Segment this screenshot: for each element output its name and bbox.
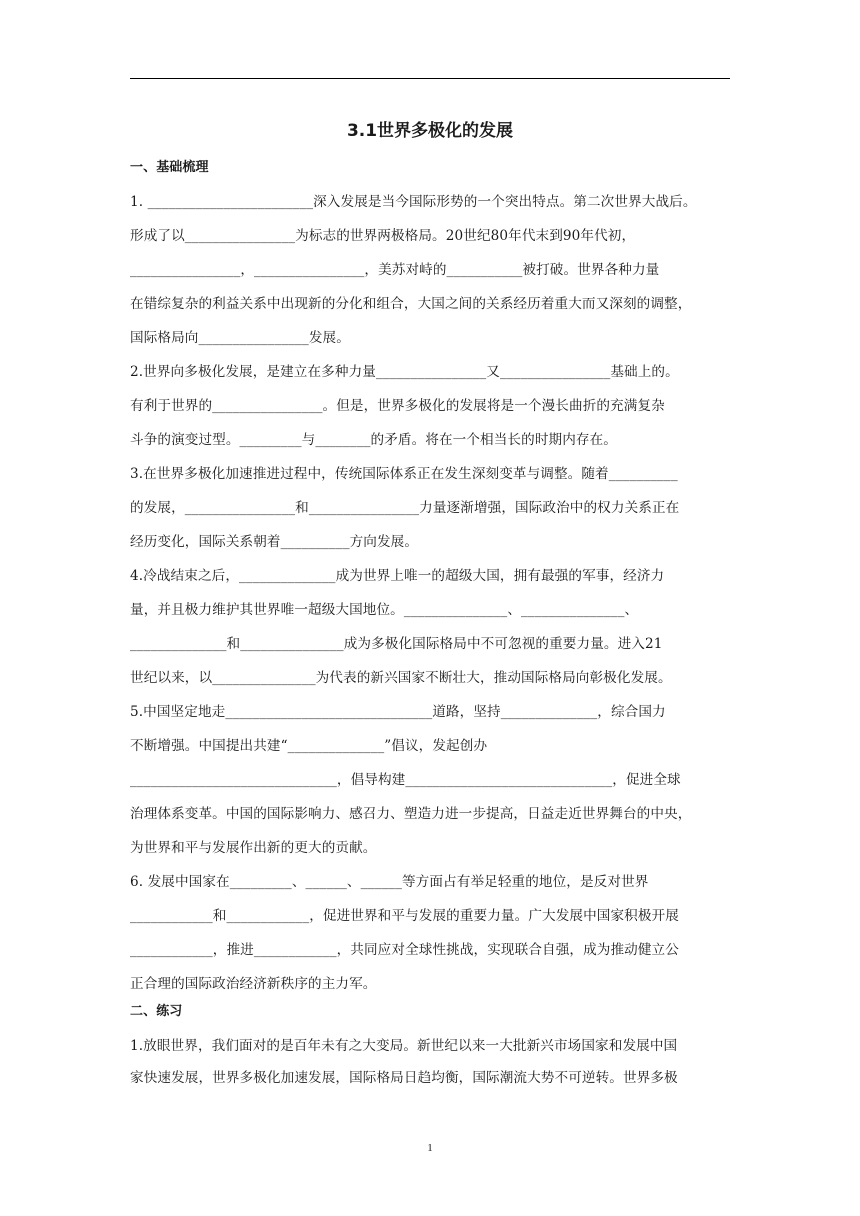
paragraph-line: 5.中国坚定地走______________________________道路，坚持______________，综合国力	[130, 704, 666, 720]
paragraph-line: 国际格局向________________发展。	[130, 330, 350, 346]
paragraph-line: 6. 发展中国家在_________、______、______等方面占有举足轻重的地位，是反对世界	[130, 874, 649, 890]
section-heading-practice: 二、练习	[130, 1004, 183, 1019]
section-heading-basics: 一、基础梳理	[130, 160, 209, 175]
paragraph-line: ____________，推进____________，共同应对全球性挑战，实现联合自强，成为推动健立公	[130, 942, 679, 958]
paragraph-line: 在错综复杂的利益关系中出现新的分化和组合，大国之间的关系经历着重大而又深刻的调整，	[130, 296, 692, 312]
paragraph-line: 1. ________________________深入发展是当今国际形势的一个突出特点。第二次世界大战后。	[130, 194, 697, 210]
paragraph-line: 世纪以来，以_______________为代表的新兴国家不断壮大，推动国际格局向彰极化发展。	[130, 670, 672, 686]
header-rule	[130, 78, 730, 79]
paragraph-line: 经历变化，国际关系朝着__________方向发展。	[130, 534, 419, 550]
paragraph-line: 形成了以________________为标志的世界两极格局。20世纪80年代末到90年代初，	[130, 228, 636, 244]
paragraph-line: ______________________________，倡导构建______________________________，促进全球	[130, 772, 681, 788]
paragraph-line: 2.世界向多极化发展，是建立在多种力量________________又________________基础上的。	[130, 364, 679, 380]
paragraph-line: ____________和____________，促进世界和平与发展的重要力量。广大发展中国家积极开展	[130, 908, 679, 924]
paragraph-line: ________________，________________，美苏对峙的___________被打破。世界各种力量	[130, 262, 660, 278]
paragraph-line: ______________和_______________成为多极化国际格局中不可忽视的重要力量。进入21	[130, 636, 663, 652]
paragraph-line: 为世界和平与发展作出新的更大的贡献。	[130, 840, 377, 856]
paragraph-line: 3.在世界多极化加速推进过程中，传统国际体系正在发生深刻变革与调整。随着__________	[130, 466, 678, 482]
exercise-line: 1.放眼世界，我们面对的是百年未有之大变局。新世纪以来一大批新兴市场国家和发展中国	[130, 1038, 678, 1054]
paragraph-line: 斗争的演变过型。_________与________的矛盾。将在一个相当长的时期内存在。	[130, 432, 617, 448]
paragraph-line: 正合理的国际政治经济新秩序的主力军。	[130, 976, 377, 992]
paragraph-line: 治理体系变革。中国的国际影响力、感召力、塑造力进一步提高，日益走近世界舞台的中央，	[130, 806, 692, 822]
paragraph-line: 不断增强。中国提出共建“______________”倡议，发起创办	[130, 738, 488, 754]
exercise-line: 家快速发展，世界多极化加速发展，国际格局日趋均衡，国际潮流大势不可逆转。世界多极	[130, 1070, 678, 1086]
paragraph-line: 量，并且极力维护其世界唯一超级大国地位。_______________、_______________、	[130, 602, 639, 618]
paragraph-line: 有利于世界的________________。但是，世界多极化的发展将是一个漫长曲折的充满复杂	[130, 398, 665, 414]
paragraph-line: 的发展，________________和________________力量逐渐增强，国际政治中的权力关系正在	[130, 500, 680, 516]
page-number: 1	[427, 1142, 433, 1154]
page-title: 3.1世界多极化的发展	[346, 121, 514, 141]
paragraph-line: 4.冷战结束之后，______________成为世界上唯一的超级大国，拥有最强的军事，经济力	[130, 568, 665, 584]
